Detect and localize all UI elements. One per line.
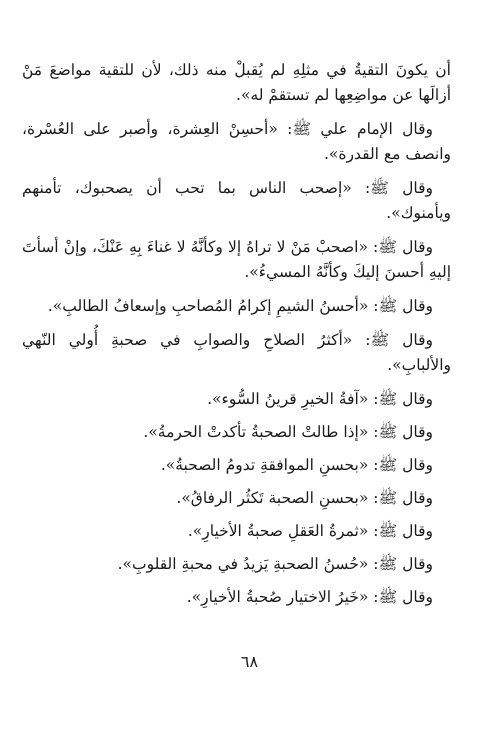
paragraph: وقال ﷺ: «اصحبْ مَنْ لا تراهُ إلا وكأنَّهُ لا غناءَ بِهِ عَنْكَ، وإنْ أسأتَ إليهِ أحسنَ إليكَ وكأنَّهُ المسيءُ». [22,238,451,281]
paragraph: وقال ﷺ: «آفةُ الخيرِ قرينُ السُّوء». [207,390,433,408]
paragraph: وقال ﷺ: «بحسنِ الصحبة تَكثُر الرفاقُ». [176,489,433,507]
paragraph: أن يكونَ التقيةُ في مثلِهِ لم يُقبلْ منه ذلك، لأن للتقية مواضعَ مَنْ أزالَها عن مواضِعِها لم تستقمْ له». [22,61,451,104]
paragraph: وقال ﷺ: «خَيرُ الاختيار صُحبةُ الأخيارِ». [186,588,433,606]
paragraph: وقال ﷺ: «أكثرُ الصلاحِ والصوابِ في صحبةِ أُولي النّهي والألبابِ». [22,331,451,374]
page-body [22,58,451,618]
paragraph: وقال ﷺ: «إصحب الناس بما تحب أن يصحبوك، تأمنهم ويأمنوك». [22,179,451,222]
paragraph: وقال ﷺ: «حُسنُ الصحبةِ يَزيدُ في محبةِ القلوبِ». [117,555,433,573]
paragraph: وقال ﷺ: «ثمرةُ العَقلِ صحبةُ الأخيارِ». [187,522,433,540]
paragraph: وقال ﷺ: «بحسنِ الموافقةِ تدومُ الصحبةُ». [160,456,433,474]
paragraph: وقال ﷺ: «إذا طالتْ الصحبةُ تأكدتْ الحرمةُ». [143,423,433,441]
page-number: ٦٨ [240,652,259,671]
paragraph: وقال الإمام علي ﷺ: «أحسِنْ العِشرة، وأصبر على العُسْرة، وانصف مع القدرة». [22,120,451,163]
paragraph: وقال ﷺ: «أحسنُ الشيمِ إكرامُ المُصاحبِ وإسعافُ الطالبِ». [47,297,433,315]
